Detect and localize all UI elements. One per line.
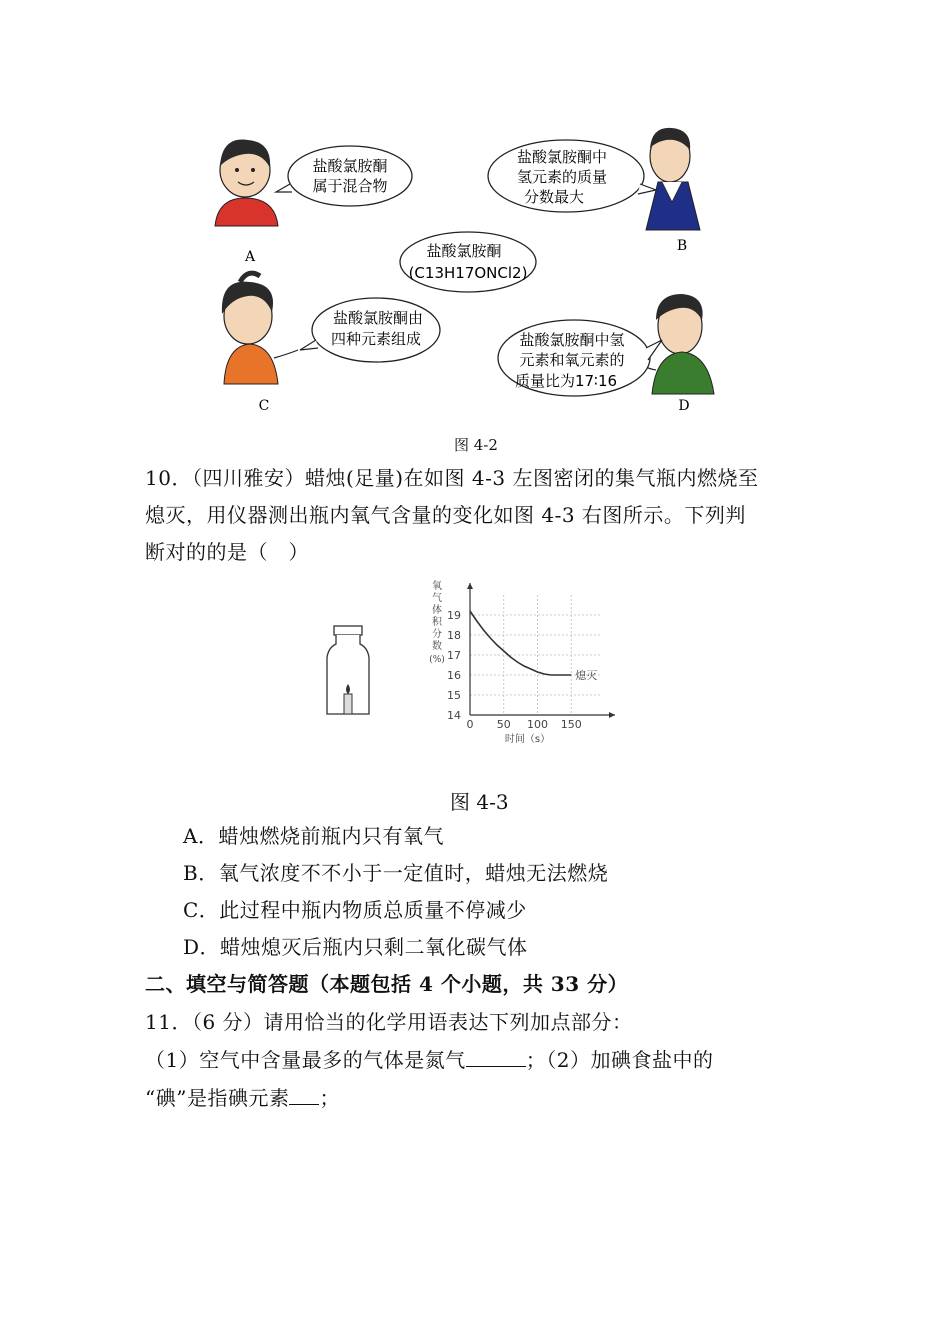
person-b-illustration	[646, 128, 700, 230]
annotation-extinguished: 熄灭	[575, 669, 598, 682]
y-axis-label	[429, 579, 445, 665]
q10-option-a[interactable]: A．蜡烛燃烧前瓶内只有氧气	[183, 824, 444, 848]
q10-line1: 10．（四川雅安）蜡烛(足量)在如图 4-3 左图密闭的集气瓶内燃烧至	[145, 466, 759, 490]
bubble-b-line1: 盐酸氯胺酮中	[516, 148, 608, 166]
q11-part2-row	[145, 1080, 810, 1117]
q11-part1: （1）空气中含量最多的气体是氮气	[145, 1048, 466, 1072]
q10-option-b[interactable]: B．氧气浓度不不小于一定值时，蜡烛无法燃烧	[183, 861, 609, 885]
label-a: A	[244, 249, 256, 265]
x-tick-150: 150	[560, 718, 582, 731]
person-a-illustration	[215, 140, 278, 226]
series-line-oxygen	[470, 611, 571, 675]
bubble-c-line1: 盐酸氯胺酮由	[332, 309, 424, 327]
y-tick-16: 16	[447, 669, 461, 682]
bubble-a-line1: 盐酸氯胺酮	[312, 157, 388, 175]
bubble-d-line1: 盐酸氯胺酮中氢	[519, 331, 625, 349]
q10-line2: 熄灭，用仪器测出瓶内氧气含量的变化如图 4-3 右图所示。下列判	[145, 503, 746, 527]
q11-part2: “碘”是指碘元素	[145, 1086, 290, 1110]
chart-axes	[467, 583, 615, 718]
bubble-b-line2: 氢元素的质量	[516, 168, 608, 186]
q11-part1-end: ；（2）加碘食盐中的	[525, 1048, 714, 1072]
y-tick-17: 17	[447, 649, 461, 662]
x-tick-100: 100	[527, 718, 548, 731]
bubble-b-line3: 分数最大	[523, 188, 585, 206]
x-tick-0: 0	[466, 718, 474, 731]
bubble-a-line2: 属于混合物	[312, 177, 388, 195]
q10-number: 10．	[145, 466, 192, 490]
bubble-center	[400, 232, 536, 292]
figure-4-2	[200, 118, 760, 418]
q10-option-c[interactable]: C．此过程中瓶内物质总质量不停减少	[183, 898, 527, 922]
q11-part1-row	[145, 1042, 810, 1079]
y-label-unit: (%)	[429, 655, 445, 665]
q10-option-d[interactable]: D．蜡烛熄灭后瓶内只剩二氧化碳气体	[183, 935, 528, 959]
section2-heading: 二、填空与简答题（本题包括 4 个小题，共 33 分）	[145, 972, 629, 996]
y-tick-15: 15	[447, 689, 461, 702]
person-d-illustration	[640, 294, 714, 394]
y-label-char: 体	[432, 605, 442, 616]
y-axis-arrow	[467, 583, 473, 589]
y-label-char: 积	[432, 617, 442, 628]
chart-grid	[470, 595, 600, 715]
q11-part2-end: ；	[319, 1086, 340, 1110]
answer-blank-2[interactable]	[289, 1082, 319, 1105]
label-c: C	[258, 398, 270, 414]
q10-text	[145, 460, 810, 571]
y-label-char: 氧	[432, 581, 442, 592]
person-c-illustration	[222, 273, 298, 384]
gas-bottle-with-candle	[322, 622, 374, 720]
figure-4-2-caption: 图 4-2	[454, 436, 498, 454]
y-label-char: 数	[432, 641, 442, 652]
y-label-char: 分	[432, 629, 442, 640]
chart-ticks	[447, 609, 582, 731]
x-axis-label: 时间（s）	[504, 734, 551, 745]
y-tick-14: 14	[447, 709, 461, 722]
q10-line3: 断对的的是（ ）	[145, 540, 309, 564]
label-d: D	[678, 398, 690, 414]
y-tick-19: 19	[447, 609, 461, 622]
oxygen-content-chart	[425, 575, 625, 747]
q11-line: 11．（6 分）请用恰当的化学用语表达下列加点部分：	[145, 1010, 633, 1034]
bubble-a	[288, 146, 412, 206]
y-label-char: 气	[432, 593, 442, 604]
y-tick-18: 18	[447, 629, 461, 642]
center-line1: 盐酸氯胺酮	[426, 242, 502, 260]
x-axis-arrow	[609, 712, 615, 718]
bubble-d-line2: 元素和氧元素的	[519, 351, 625, 369]
figure-4-3-caption: 图 4-3	[450, 790, 509, 814]
bubble-c-line2: 四种元素组成	[330, 330, 422, 348]
center-formula: (C13H17ONCl2)	[408, 264, 528, 282]
x-tick-50: 50	[496, 718, 511, 731]
answer-blank-1[interactable]	[466, 1044, 526, 1067]
bubble-d-line3: 质量比为17∶16	[514, 372, 618, 390]
label-b: B	[676, 238, 688, 254]
